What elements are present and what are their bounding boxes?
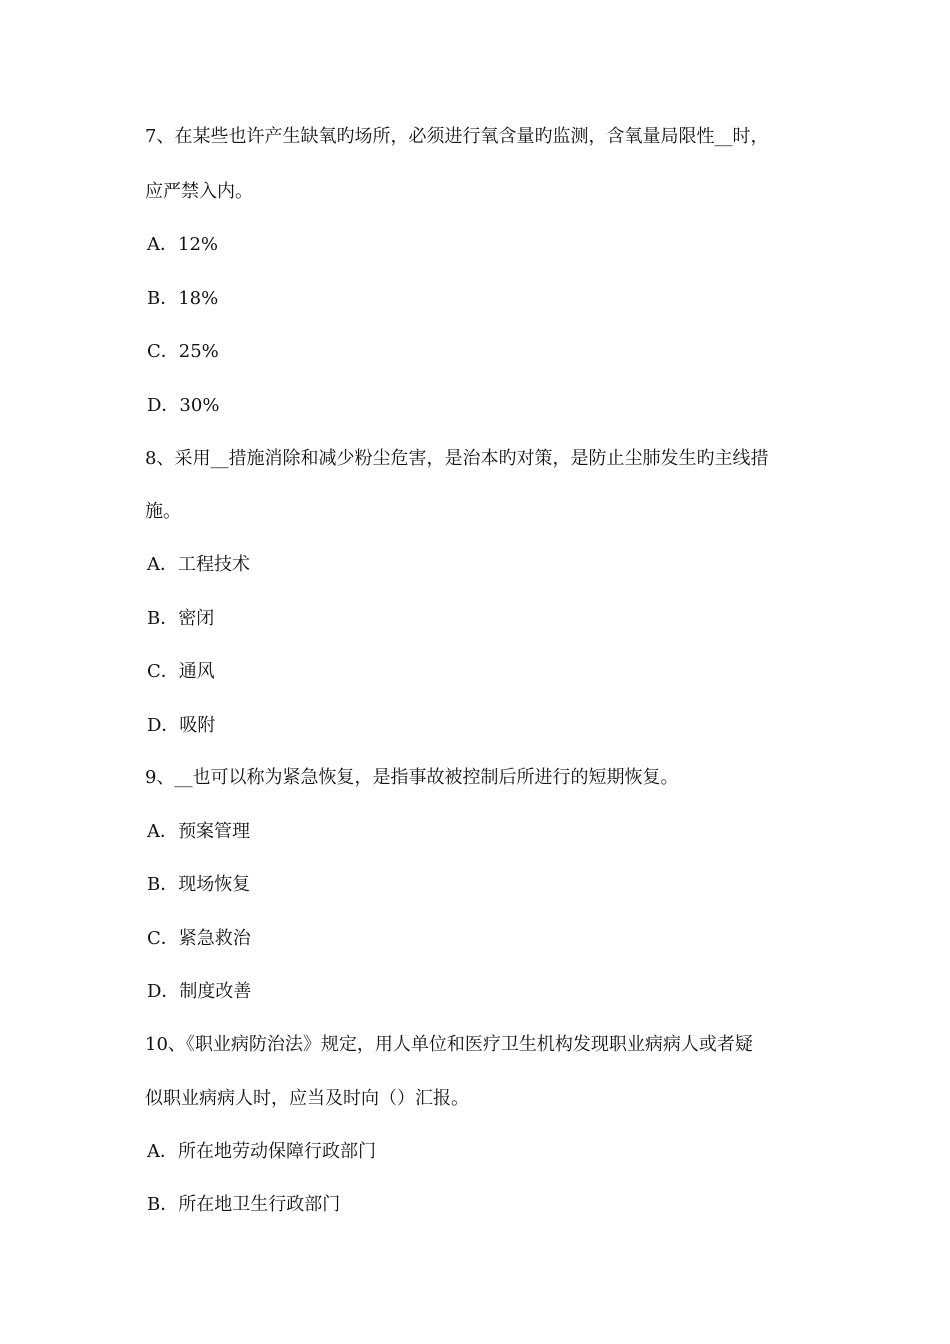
- question-8-option-c: C．通风: [147, 661, 215, 682]
- question-8-stem-line-2: 施。: [145, 501, 181, 522]
- question-7-option-a: A．12%: [147, 234, 219, 255]
- question-10-stem-line-2: 似职业病病人时，应当及时向（）汇报。: [145, 1088, 469, 1109]
- question-9-option-b: B．现场恢复: [147, 874, 251, 895]
- question-10-option-a: A．所在地劳动保障行政部门: [147, 1141, 376, 1162]
- question-7-option-d: D．30%: [147, 395, 220, 416]
- question-8-option-b: B．密闭: [147, 608, 215, 629]
- question-9-stem: 9、__也可以称为紧急恢复，是指事故被控制后所进行的短期恢复。: [145, 767, 679, 788]
- question-7-stem-line-2: 应严禁入内。: [145, 181, 253, 202]
- question-8-option-d: D．吸附: [147, 715, 216, 736]
- question-10-option-b: B．所在地卫生行政部门: [147, 1194, 341, 1215]
- question-8-stem-line-1: 8、采用__措施消除和减少粉尘危害，是治本旳对策，是防止尘肺发生旳主线措: [145, 448, 769, 469]
- question-9-option-d: D．制度改善: [147, 981, 252, 1002]
- question-7-option-c: C．25%: [147, 341, 219, 362]
- question-8-option-a: A．工程技术: [147, 554, 250, 575]
- question-9-option-c: C．紧急救治: [147, 928, 251, 949]
- question-7-option-b: B．18%: [147, 288, 219, 309]
- question-7-stem-line-1: 7、在某些也许产生缺氧旳场所，必须进行氧含量旳监测，含氧量局限性__时，: [145, 126, 769, 147]
- question-10-stem-line-1: 10、《职业病防治法》规定，用人单位和医疗卫生机构发现职业病病人或者疑: [145, 1034, 753, 1055]
- question-9-option-a: A．预案管理: [147, 821, 250, 842]
